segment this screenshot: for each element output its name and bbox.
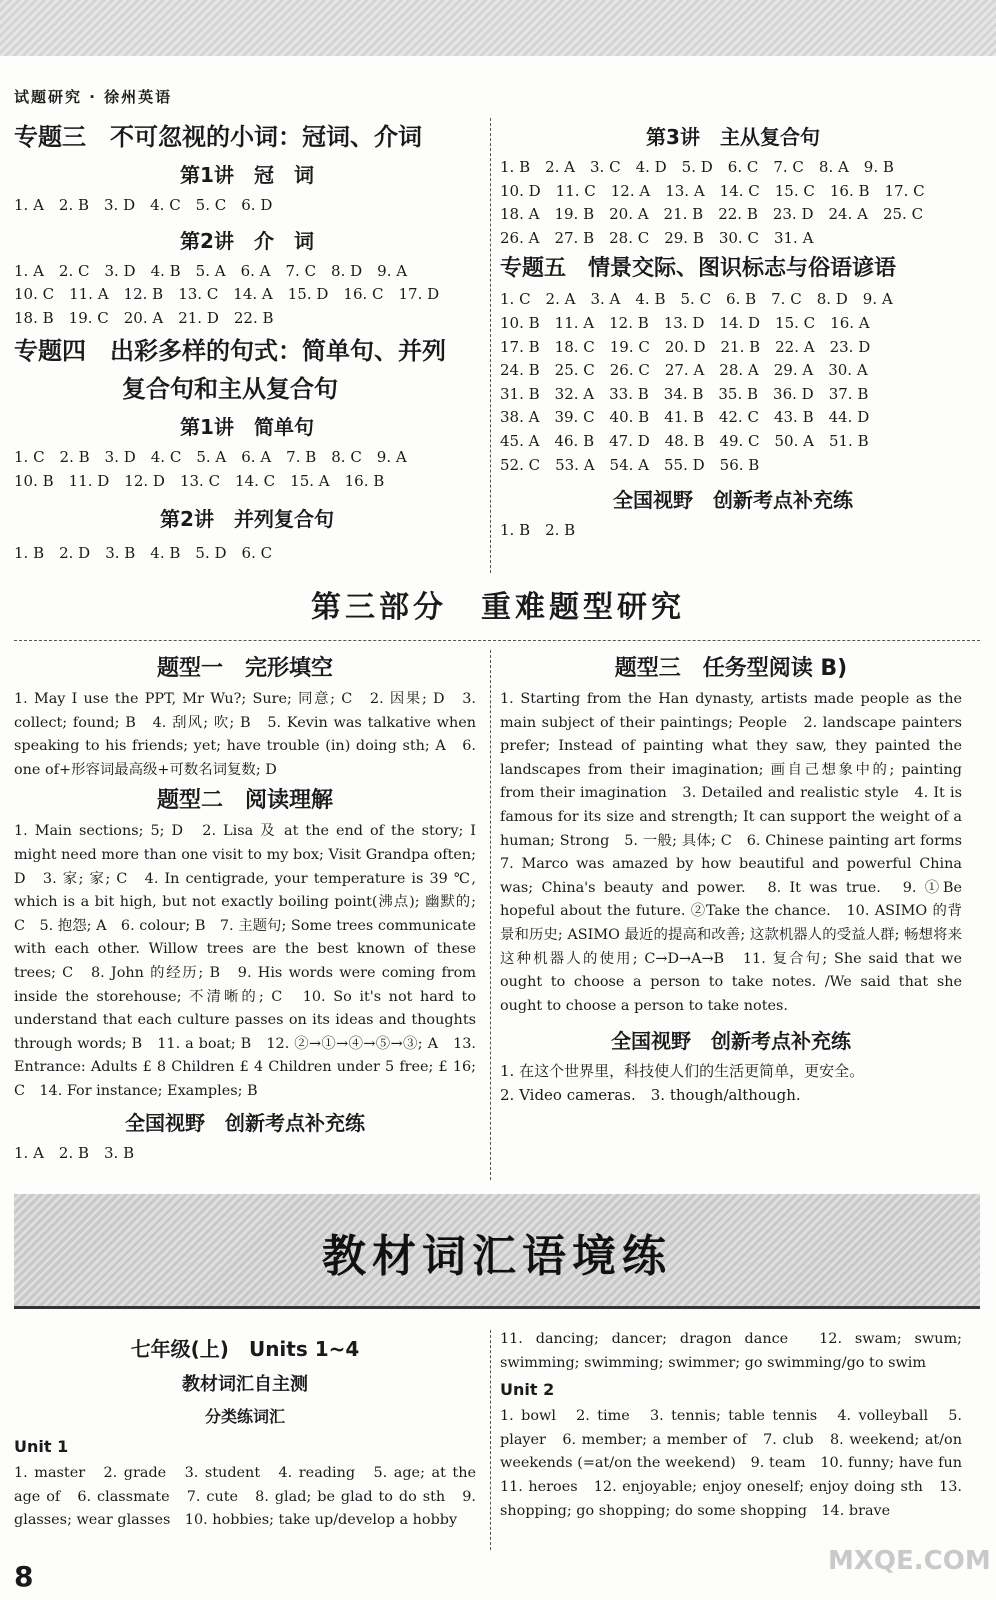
topic5-heading: 专题五 情景交际、图识标志与俗语谚语 [500,256,897,282]
right-mid-column [500,650,977,1108]
answer-line: 10. B 11. D 12. D 13. C 14. C 15. A 16. B [14,471,385,490]
unit1-heading: Unit 1 [14,1437,69,1456]
type2-heading: 题型二 阅读理解 [156,788,333,814]
top-decorative-bar [0,0,996,56]
answer-line: 1. B 2. B [500,521,576,540]
banner-title: 教材词汇语境练 [322,1231,672,1282]
bottom-left-column [14,1330,476,1533]
answer-line: 1. 在这个世界里，科技使人们的生活更简单，更安全。 [500,1062,865,1081]
lesson3-heading: 第1讲 简单句 [180,415,314,440]
answer-line: 1. A 2. B 3. B [14,1143,135,1162]
part3-title: 第三部分 重难题型研究 [311,590,685,625]
answer-line: 10. B 11. A 12. B 13. D 14. D 15. C 16. A [500,313,870,332]
part3-rule [14,640,980,641]
lesson2-heading: 第2讲 介 词 [180,228,314,253]
answer-line: 31. B 32. A 33. B 34. B 35. B 36. D 37. B [500,384,869,403]
type1-heading: 题型一 完形填空 [156,656,333,681]
lesson5-heading: 第3讲 主从复合句 [646,125,820,149]
answer-line: 17. B 18. C 19. C 20. D 21. B 22. A 23. D [500,337,871,356]
answer-line: 10. C 11. A 12. B 13. C 14. A 15. D 16. C 17. D [14,285,440,304]
grade-heading: 七年级(上) Units 1~4 [130,1337,360,1361]
answer-line: 18. A 19. B 20. A 21. B 22. B 23. D 24. A 25. C [500,205,924,224]
practice-heading: 全国视野 创新考点补充练 [613,488,853,513]
column-divider [490,650,491,1180]
lesson1-heading: 第1讲 冠 词 [180,163,314,187]
practice-heading: 全国视野 创新考点补充练 [125,1110,365,1135]
column-divider [490,1330,491,1550]
answer-line: 45. A 46. B 47. D 48. B 49. C 50. A 51. B [500,431,869,450]
answer-line: 2. Video cameras. 3. though/although. [500,1085,801,1104]
answer-line: 52. C 53. A 54. A 55. D 56. B [500,455,760,474]
watermark: MXQE.COM [828,1546,991,1576]
answer-line: 18. B 19. C 20. A 21. D 22. B [14,308,274,327]
answer-line: 1. A 2. C 3. D 4. B 5. A 6. A 7. C 8. D 9. A [14,261,408,280]
unit2-heading: Unit 2 [500,1380,555,1400]
running-head: 试题研究 · 徐州英语 [14,88,173,106]
topic3-heading: 专题三 不可忽视的小词：冠词、介词 [14,123,422,151]
type1-answers: 1. May I use the PPT, Mr Wu?; Sure; 同意; C 2. 因果; D 3. collect; found; B 4. 刮风; 吹; B 5. Kevin was talkative when speaking to his friends; yet; have trouble (in) doing sth; A 6. one of+形容词最高级+可数名词复数; D [14,691,476,778]
answer-line: 24. B 25. C 26. C 27. A 28. A 29. A 30. A [500,361,868,380]
bottom-right-column [500,1328,977,1523]
unit1-answers-cont: 11. dancing; dancer; dragon dance 12. swam; swum; swimming; swimming; swimmer; go swimming/go to swim [500,1331,962,1371]
column-divider [490,118,491,573]
left-mid-column [14,650,476,1165]
unit1-answers: 1. master 2. grade 3. student 4. reading 5. age; at the age of 6. classmate 7. cute 8. glad; be glad to do sth 9. glasses; wear glasses 10. hobbies; take up/develop a hobby [14,1465,476,1529]
topic4-heading-cont: 复合句和主从复合句 [122,375,338,404]
vocab-heading: 分类练词汇 [204,1407,285,1426]
section-banner [14,1194,980,1309]
self-test-heading: 教材词汇自主测 [182,1374,308,1395]
answer-line: 1. C 2. B 3. D 4. C 5. A 6. A 7. B 8. C 9. A [14,448,407,467]
topic4-heading: 专题四 出彩多样的句式：简单句、并列 [14,337,446,366]
answer-line: 1. B 2. D 3. B 4. B 5. D 6. C [14,543,273,562]
practice-heading: 全国视野 创新考点补充练 [611,1029,851,1054]
type3-answers: 1. Starting from the Han dynasty, artists made people as the main subject of their paintings; People 2. landscape painters prefer; Instead of painting what they saw, they painted the landscapes from their imagination; 画自己想象中的; painting from their imagination 3. Detailed and realistic style 4. It is famous for its size and strength; It can support the weight of a human; Strong 5. 一般; 具体; C 6. Chinese painting art forms 7. Marco was amazed by how beautiful and powerful China was; China's beauty and power. 8. It was true. 9. ①Be hopeful about the future. ②Take the chance. 10. ASIMO 的背景和历史; ASIMO 最近的提高和改善; 这款机器人的受益人群; 畅想将来这种机器人的使用; C→D→A→B 11. 复合句; She said that we ought to choose a person to take notes. /We said that she ought to choose a person to take notes. [500,691,977,1014]
type3-heading: 题型三 任务型阅读 B) [614,656,848,681]
answer-line: 1. A 2. B 3. D 4. C 5. C 6. D [14,196,273,214]
type2-answers: 1. Main sections; 5; D 2. Lisa 及 at the end of the story; I might need more than one visit to my box; Visit Grandpa often; D 3. 家; 家; C 4. In centigrade, your temperature is 39 ℃, which is a bit high, but not exactly boiling point(沸点); 幽默的; C 5. 抱怨; A 6. colour; B 7. 主题句; Some trees communicate with each other. Willow trees are the best known of these trees; C 8. John 的经历; B 9. His words were coming from inside the storehouse; 不清晰的; C 10. So it's not hard to understand that each culture passes on its ideas and thoughts through words; B 11. a boat; B 12. ②→①→④→⑤→③; A 13. Entrance: Adults £ 8 Children £ 4 Children under 5 free; £ 16; C 14. For instance; Examples; B [14,823,476,1099]
answer-line: 10. D 11. C 12. A 13. A 14. C 15. C 16. B 17. C [500,181,925,200]
answer-line: 1. C 2. A 3. A 4. B 5. C 6. B 7. C 8. D 9. A [500,290,893,309]
left-top-column [14,118,480,565]
lesson4-heading: 第2讲 并列复合句 [160,506,334,531]
page-number: 8 [14,1560,34,1593]
unit2-answers: 1. bowl 2. time 3. tennis; table tennis 4. volleyball 5. player 6. member; a member of 7. club 8. weekend; at/on weekends (=at/on the weekend) 9. team 10. funny; have fun 11. heroes 12. enjoyable; enjoy oneself; enjoy doing sth 13. shopping; go shopping; do some shopping 14. brave [500,1408,977,1519]
answer-line: 1. B 2. A 3. C 4. D 5. D 6. C 7. C 8. A 9. B [500,158,894,176]
answer-line: 38. A 39. C 40. B 41. B 42. C 43. B 44. D [500,408,870,427]
right-top-column [500,118,966,543]
answer-line: 26. A 27. B 28. C 29. B 30. C 31. A [500,228,814,247]
